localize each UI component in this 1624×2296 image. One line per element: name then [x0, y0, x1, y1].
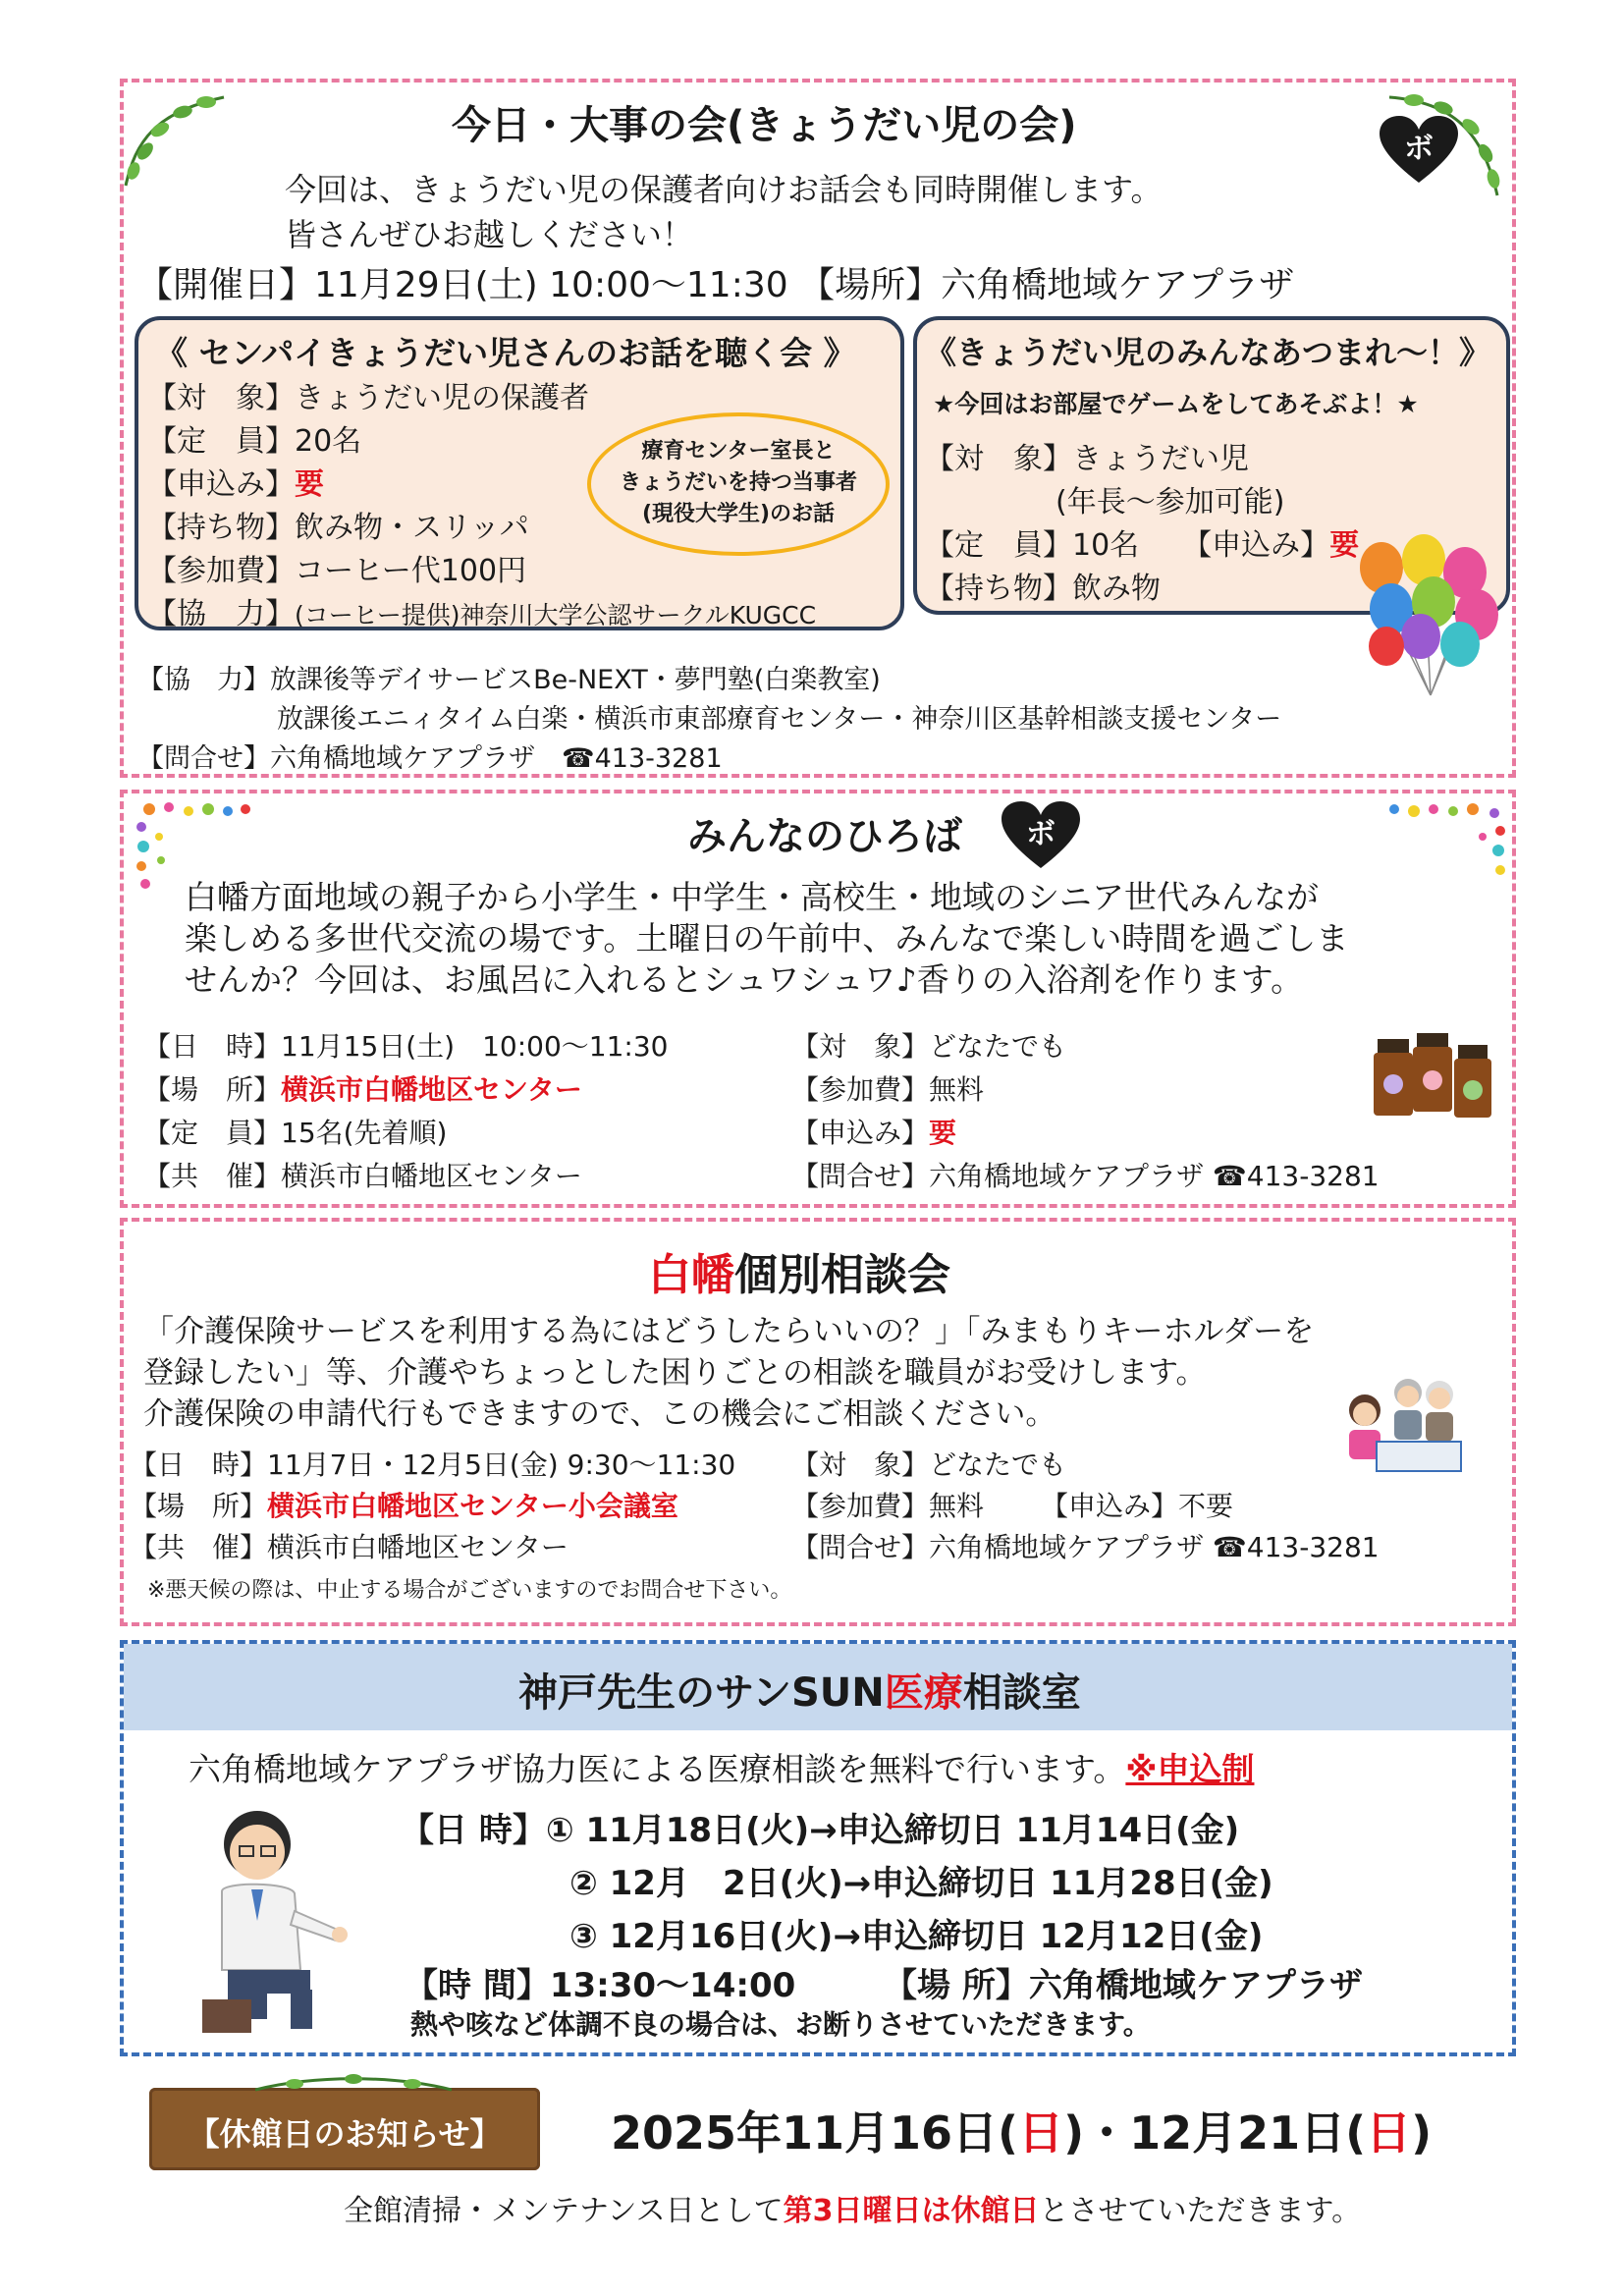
s2-l3: 【定 員】15名(先着順): [143, 1117, 448, 1149]
s1-left-r4: 【持ち物】飲み物・スリッパ: [147, 511, 529, 545]
closed-dates: [611, 2098, 1432, 2162]
s2-r4: 【問合せ】六角橋地域ケアプラザ ☎413-3281: [791, 1160, 1380, 1192]
closed-dates-b: 日: [1018, 2106, 1064, 2159]
s1-intro-1: 今回は、きょうだい児の保護者向けお話会も同時開催します。: [285, 171, 1163, 208]
s1-heart-badge: [1380, 116, 1458, 185]
closed-note: [344, 2186, 1361, 2229]
s4-d1: 【日 時】① 11月18日(火)→申込締切日 11月14日(金): [401, 1811, 1240, 1850]
s2-p2: 楽しめる多世代交流の場です。土曜日の午前中、みんなで楽しい時間を過ごしま: [185, 919, 1349, 957]
s4-time: 【時 間】13:30～14:00: [405, 1966, 796, 2005]
s2-l2-label: 【場 所】: [143, 1073, 282, 1106]
closed-dates-a: 2025年11月16日(: [611, 2106, 1019, 2159]
bath-bottles-icon: [1370, 1033, 1497, 1121]
s3-p2: 登録したい」等、介護やちょっとした困りごとの相談を職員がお受けします。: [143, 1355, 1207, 1391]
s3-l1: 【日 時】11月7日・12月5日(金) 9:30～11:30: [130, 1449, 736, 1481]
closed-note-c: とさせていただきます。: [1039, 2194, 1362, 2228]
s3-l2-label: 【場 所】: [130, 1490, 268, 1522]
s1-contact: 【問合せ】六角橋地域ケアプラザ ☎413-3281: [137, 743, 723, 774]
s3-r1: 【対 象】どなたでも: [791, 1449, 1067, 1481]
s4-title-b: 医療: [884, 1670, 963, 1716]
s2-l2-value: 横浜市白幡地区センター: [281, 1073, 582, 1106]
s4-title-c: 相談室: [962, 1670, 1081, 1716]
s1-left-r3-value: 要: [295, 467, 324, 502]
s1-right-r2: (年長～参加可能): [1056, 485, 1285, 519]
s3-l2-value: 横浜市白幡地区センター小会議室: [267, 1490, 678, 1522]
s1-left-r3-label: 【申込み】: [147, 467, 295, 502]
s3-r2-apply: 【申込み】不要: [1041, 1490, 1234, 1522]
s1-bubble-3: (現役大学生)のお話: [641, 502, 836, 526]
s2-p3: せんか？今回は、お風呂に入れるとシュワシュワ♪香りの入浴剤を作ります。: [185, 960, 1304, 999]
s2-title: みんなのひろば: [687, 814, 962, 859]
s4-intro: [189, 1744, 1254, 1790]
closed-note-a: 全館清掃・メンテナンス日として: [344, 2194, 784, 2228]
closed-note-b: 第3日曜日は休館日: [783, 2194, 1040, 2228]
s1-left-r6-label: 【協 力】: [147, 597, 295, 631]
s3-p1: 「介護保険サービスを利用する為にはどうしたらいいの？」「みまもりキーホルダーを: [143, 1314, 1315, 1349]
s2-p1: 白幡方面地域の親子から小学生・中学生・高校生・地域のシニア世代みんなが: [185, 878, 1319, 916]
s3-title: [648, 1239, 950, 1302]
vine-left-icon: [116, 82, 244, 191]
s4-title: [518, 1662, 1081, 1718]
s1-right-title: 《きょうだい児のみんなあつまれ～！》: [925, 334, 1491, 371]
s1-intro-2: 皆さんぜひお越しください！: [285, 216, 694, 253]
s3-p3: 介護保険の申請代行もできますので、この機会にご相談ください。: [143, 1396, 1056, 1432]
s2-r2: 【参加費】無料: [791, 1073, 985, 1106]
s2-r3-value: 要: [929, 1117, 957, 1149]
s4-title-a: 神戸先生のサンSUN: [518, 1670, 885, 1716]
s2-r1: 【対 象】どなたでも: [791, 1030, 1067, 1063]
s3-l3: 【共 催】横浜市白幡地区センター: [130, 1531, 568, 1563]
s1-left-r3: [147, 460, 324, 503]
s4-d2: ② 12月 2日(火)→申込締切日 11月28日(金): [569, 1864, 1273, 1903]
s4-place: 【場 所】六角橋地域ケアプラザ: [884, 1966, 1363, 2005]
s3-title-a: 白幡: [648, 1250, 734, 1300]
closed-board-label: 【休館日のお知らせ】: [188, 2115, 502, 2153]
s1-left-r6: [147, 589, 816, 632]
s2-r3: [791, 1112, 956, 1151]
s1-left-r5: 【参加費】コーヒー代100円: [147, 554, 527, 588]
s3-l2: [130, 1485, 678, 1524]
balloons-icon: [1347, 528, 1514, 705]
s1-right-r3-value: 要: [1329, 528, 1360, 563]
s3-r2: [791, 1485, 1233, 1524]
s2-l2: [143, 1068, 582, 1108]
closed-dates-c: )・12月21日(: [1063, 2106, 1367, 2159]
confetti-right-icon: [1375, 797, 1512, 905]
s1-right-r3: [925, 520, 1359, 564]
closed-dates-d: 日: [1366, 2106, 1412, 2159]
doctor-icon: [192, 1803, 350, 2039]
s3-r3: 【問合せ】六角橋地域ケアプラザ ☎413-3281: [791, 1531, 1380, 1563]
closed-dates-e: ): [1411, 2106, 1433, 2159]
s1-left-r1: 【対 象】きょうだい児の保護者: [147, 381, 589, 415]
s1-coop-2: 放課後エニィタイム白楽・横浜市東部療育センター・神奈川区基幹相談支援センター: [277, 704, 1282, 735]
s1-right-sub: ★今回はお部屋でゲームをしてあそぶよ！★: [933, 390, 1419, 418]
s1-bubble-2: きょうだいを持つ当事者: [619, 470, 857, 495]
s1-bubble-1: 療育センター室長と: [641, 439, 836, 464]
s3-title-b: 個別相談会: [734, 1250, 950, 1300]
s4-note: 熱や咳など体調不良の場合は、お断りさせていただきます。: [410, 2008, 1151, 2041]
s3-note: ※悪天候の際は、中止する場合がございますのでお問合せ下さい。: [147, 1578, 792, 1603]
s2-r3-label: 【申込み】: [791, 1117, 930, 1149]
s1-right-r3-label: 【定 員】10名: [925, 528, 1140, 563]
s4-d3: ③ 12月16日(火)→申込締切日 12月12日(金): [569, 1917, 1264, 1956]
s1-left-title: 《 センパイきょうだい児さんのお話を聴く会 》: [155, 334, 856, 372]
s3-r2-fee: 【参加費】無料: [791, 1490, 985, 1522]
s1-right-r4: 【持ち物】飲み物: [925, 572, 1161, 606]
s2-l1: 【日 時】11月15日(土) 10:00～11:30: [143, 1030, 669, 1063]
s1-title: 今日・大事の会(きょうだい児の会): [452, 103, 1077, 148]
s2-heart-badge: [1001, 801, 1080, 870]
consultation-people-icon: [1337, 1371, 1465, 1481]
s1-right-r1: 【対 象】きょうだい児: [925, 442, 1249, 476]
s1-coop-1: 【協 力】放課後等デイサービスBe-NEXT・夢門塾(白楽教室): [137, 665, 881, 695]
s1-left-r2: 【定 員】20名: [147, 424, 362, 459]
s4-intro-req: ※申込制: [1125, 1750, 1255, 1788]
s1-left-r6-value: (コーヒー提供)神奈川大学公認サークルKUGCC: [295, 601, 817, 629]
s2-l4: 【共 催】横浜市白幡地区センター: [143, 1160, 582, 1192]
s1-heart-label: ボ: [1404, 132, 1434, 166]
board-leaves-icon: [255, 2070, 452, 2100]
s2-heart-label: ボ: [1026, 817, 1056, 851]
s4-intro-text: 六角橋地域ケアプラザ協力医による医療相談を無料で行います。: [189, 1750, 1126, 1788]
s1-right-r3-apply: 【申込み】: [1182, 528, 1330, 563]
s1-date-line: 【開催日】11月29日(土) 10:00～11:30 【場所】六角橋地域ケアプラザ: [137, 265, 1295, 305]
